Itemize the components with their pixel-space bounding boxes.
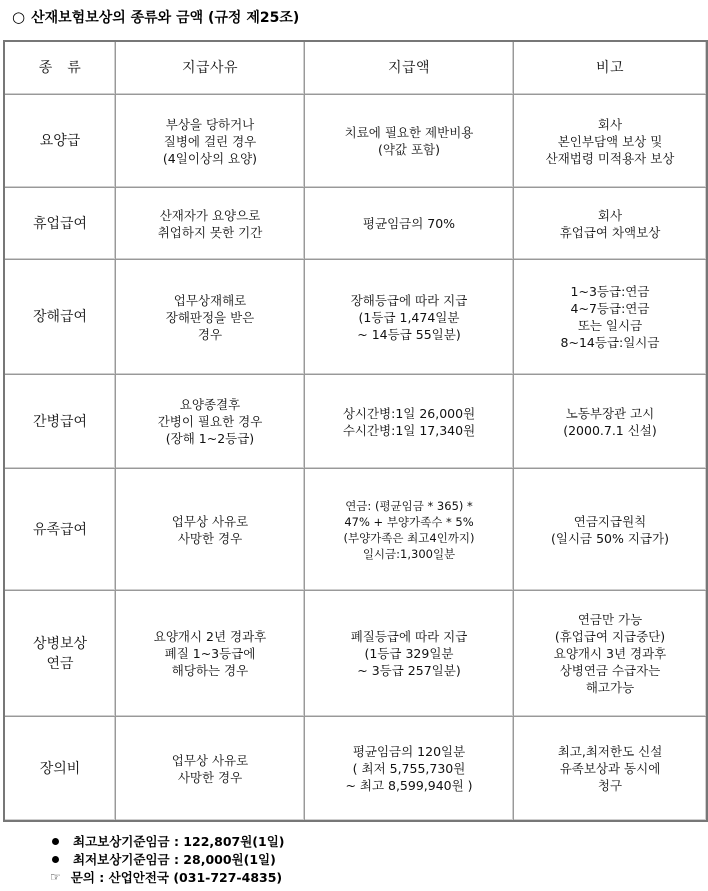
cell-reason: 업무상 사유로 사망한 경우: [116, 469, 305, 591]
header-reason: 지급사유: [116, 42, 305, 95]
note-min-wage-text: 최저보상기준임금 : 28,000원(1일): [73, 852, 276, 867]
note-max-wage: [52, 832, 285, 850]
cell-amount: 평균임금의 120일분 ( 최저 5,755,730원 ~ 최고 8,599,940원 ): [305, 717, 514, 820]
cell-kind: 장해급여: [5, 260, 116, 375]
bullet-icon: [52, 838, 59, 845]
note-contact: [52, 868, 285, 886]
header-kind: 종 류: [5, 42, 116, 95]
cell-note: 회사 본인부담액 보상 및 산재법령 미적용자 보상: [514, 95, 706, 188]
cell-kind: 상병보상 연금: [5, 591, 116, 717]
cell-note: 회사 휴업급여 차액보상: [514, 188, 706, 260]
cell-kind: 요양급: [5, 95, 116, 188]
bullet-icon: [52, 856, 59, 863]
note-contact-text: 문의 : 산업안전국 (031-727-4835): [70, 870, 283, 885]
cell-amount: 장해등급에 따라 지급 (1등급 1,474일분 ~ 14등급 55일분): [305, 260, 514, 375]
cell-reason: 요양종결후 간병이 필요한 경우 (장해 1~2등급): [116, 375, 305, 469]
header-amount: 지급액: [305, 42, 514, 95]
page-title: [12, 6, 299, 28]
cell-amount: 폐질등급에 따라 지급 (1등급 329일분 ~ 3등급 257일분): [305, 591, 514, 717]
cell-kind: 장의비: [5, 717, 116, 820]
cell-note: 연금지급원칙 (일시금 50% 지급가): [514, 469, 706, 591]
table-row: [5, 260, 706, 375]
cell-note: 연금만 가능 (휴업급여 지급중단) 요양개시 3년 경과후 상병연금 수급자는 해고가능: [514, 591, 706, 717]
cell-note: 최고,최저한도 신설 유족보상과 동시에 청구: [514, 717, 706, 820]
cell-note: 1~3등급:연금 4~7등급:연금 또는 일시금 8~14등급:일시금: [514, 260, 706, 375]
table-row: [5, 95, 706, 188]
header-row: [5, 42, 706, 95]
table-row: [5, 375, 706, 469]
header-note: 비고: [514, 42, 706, 95]
cell-reason: 요양개시 2년 경과후 폐질 1~3등급에 해당하는 경우: [116, 591, 305, 717]
table-row: [5, 188, 706, 260]
cell-reason: 업무상재해로 장해판정을 받은 경우: [116, 260, 305, 375]
title-text: 산재보험보상의 종류와 금액 (규정 제25조): [31, 10, 300, 26]
note-min-wage: [52, 850, 285, 868]
cell-kind: 휴업급여: [5, 188, 116, 260]
cell-note: 노동부장관 고시 (2000.7.1 신설): [514, 375, 706, 469]
cell-amount: 연금: (평균임금 * 365) * 47% + 부양가족수 * 5% (부양가족은 최고4인까지) 일시금:1,300일분: [305, 469, 514, 591]
circle-icon: ○: [12, 8, 26, 26]
table-row: [5, 591, 706, 717]
cell-amount: 평균임금의 70%: [305, 188, 514, 260]
footnotes: [52, 832, 285, 886]
cell-kind: 간병급여: [5, 375, 116, 469]
cell-kind: 유족급여: [5, 469, 116, 591]
table-row: [5, 469, 706, 591]
table-row: [5, 717, 706, 820]
cell-reason: 산재자가 요양으로 취업하지 못한 기간: [116, 188, 305, 260]
cell-reason: 업무상 사유로 사망한 경우: [116, 717, 305, 820]
pointing-hand-icon: ☞: [50, 870, 61, 884]
cell-reason: 부상을 당하거나 질병에 걸린 경우 (4일이상의 요양): [116, 95, 305, 188]
note-max-wage-text: 최고보상기준임금 : 122,807원(1일): [73, 834, 285, 849]
compensation-table: [3, 40, 708, 822]
cell-amount: 치료에 필요한 제반비용 (약값 포함): [305, 95, 514, 188]
cell-amount: 상시간병:1일 26,000원 수시간병:1일 17,340원: [305, 375, 514, 469]
